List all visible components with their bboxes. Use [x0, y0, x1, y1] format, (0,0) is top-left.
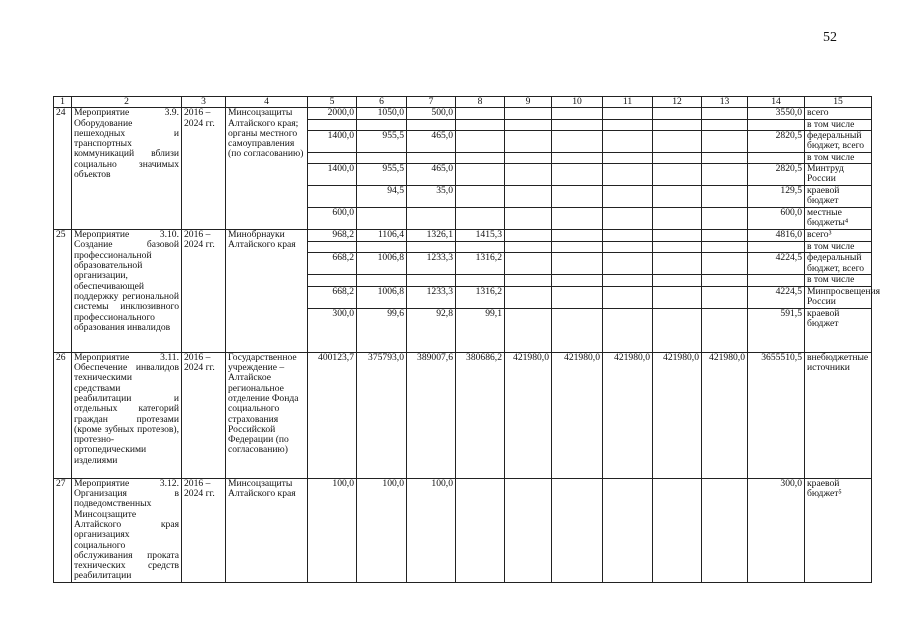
source-cell: местные бюджеты⁴	[805, 208, 872, 230]
value-cell: 100,0	[407, 478, 456, 582]
value-cell: 1316,2	[456, 286, 505, 308]
period: 2016 – 2024 гг.	[182, 478, 226, 582]
value-cell: 1233,3	[407, 253, 456, 275]
header-cell: 11	[603, 97, 653, 108]
source-cell: федеральный бюджет, всего	[805, 130, 872, 152]
value-cell: 500,0	[407, 108, 456, 119]
header-cell: 9	[505, 97, 552, 108]
source-cell: в том числе	[805, 119, 872, 130]
value-cell: 421980,0	[702, 352, 748, 478]
value-cell: 94,5	[357, 186, 407, 208]
header-cell: 10	[552, 97, 603, 108]
table-row	[54, 352, 872, 478]
total-cell: 129,5	[748, 186, 805, 208]
value-cell: 92,8	[407, 308, 456, 352]
total-cell: 4816,0	[748, 230, 805, 242]
total-cell: 600,0	[748, 208, 805, 230]
value-cell: 1400,0	[308, 130, 357, 152]
value-cell: 600,0	[308, 208, 357, 230]
activity-name: Мероприятие 3.12. Организация в подведомственных Минсоцзащите Алтайского края организациях социального обслуживания проката технических средств реабилитации	[72, 478, 182, 582]
source-cell: в том числе	[805, 242, 872, 253]
value-cell: 955,5	[357, 164, 407, 186]
value-cell: 100,0	[308, 478, 357, 582]
value-cell: 1316,2	[456, 253, 505, 275]
header-cell: 6	[357, 97, 407, 108]
value-cell: 421980,0	[603, 352, 653, 478]
value-cell: 389007,6	[407, 352, 456, 478]
activity-name: Мероприятие 3.9. Оборудование пешеходных и транспортных коммуникаций вблизи социально значимых объектов	[72, 108, 182, 230]
source-cell: федеральный бюджет, всего	[805, 253, 872, 275]
header-cell: 13	[702, 97, 748, 108]
header-cell: 4	[226, 97, 308, 108]
value-cell: 421980,0	[552, 352, 603, 478]
value-cell: 35,0	[407, 186, 456, 208]
source-cell: в том числе	[805, 275, 872, 286]
header-cell: 12	[653, 97, 702, 108]
source-cell: краевой бюджет	[805, 186, 872, 208]
total-cell: 3550,0	[748, 108, 805, 119]
executor: Минсоцзащиты Алтайского края; органы местного самоуправления (по согласованию)	[226, 108, 308, 230]
executor: Государственное учреждение – Алтайское региональное отделение Фонда социального страхования Российской Федерации (по согласованию)	[226, 352, 308, 478]
header-row	[54, 97, 872, 108]
source-cell: в том числе	[805, 152, 872, 163]
row-number: 24	[54, 108, 72, 230]
executor: Минобрнауки Алтайского края	[226, 230, 308, 353]
period: 2016 – 2024 гг.	[182, 352, 226, 478]
value-cell: 99,6	[357, 308, 407, 352]
value-cell: 668,2	[308, 286, 357, 308]
total-cell: 591,5	[748, 308, 805, 352]
source-cell: краевой бюджет⁵	[805, 478, 872, 582]
executor: Минсоцзащиты Алтайского края	[226, 478, 308, 582]
row-number: 27	[54, 478, 72, 582]
period: 2016 – 2024 гг.	[182, 230, 226, 353]
header-cell: 14	[748, 97, 805, 108]
value-cell: 421980,0	[505, 352, 552, 478]
total-cell: 4224,5	[748, 253, 805, 275]
value-cell: 2000,0	[308, 108, 357, 119]
total-cell: 2820,5	[748, 130, 805, 152]
value-cell: 400123,7	[308, 352, 357, 478]
value-cell: 375793,0	[357, 352, 407, 478]
source-cell: Минтруд России	[805, 164, 872, 186]
value-cell: 465,0	[407, 164, 456, 186]
header-cell: 3	[182, 97, 226, 108]
header-cell: 7	[407, 97, 456, 108]
page-number: 52	[823, 30, 837, 45]
value-cell: 968,2	[308, 230, 357, 242]
source-cell: Минпросвещения России	[805, 286, 872, 308]
value-cell: 1400,0	[308, 164, 357, 186]
source-cell: всего³	[805, 230, 872, 242]
header-cell: 15	[805, 97, 872, 108]
activity-name: Мероприятие 3.10. Создание базовой профессиональной образовательной организации, обеспечивающей поддержку региональной системы инклюзивного профессионального образования инвалидов	[72, 230, 182, 353]
activity-name: Мероприятие 3.11. Обеспечение инвалидов техническими средствами реабилитации и отдельных категорий граждан протезами (кроме зубных протезов), протезно-ортопедическими изделиями	[72, 352, 182, 478]
value-cell: 1050,0	[357, 108, 407, 119]
value-cell: 1006,8	[357, 286, 407, 308]
period: 2016 – 2024 гг.	[182, 108, 226, 230]
budget-table	[53, 96, 881, 583]
total-cell: 2820,5	[748, 164, 805, 186]
value-cell: 380686,2	[456, 352, 505, 478]
row-number: 26	[54, 352, 72, 478]
total-cell: 3655510,5	[748, 352, 805, 478]
table-row	[54, 230, 872, 242]
value-cell: 955,5	[357, 130, 407, 152]
total-cell: 4224,5	[748, 286, 805, 308]
source-cell: краевой бюджет	[805, 308, 872, 352]
header-cell: 8	[456, 97, 505, 108]
value-cell: 668,2	[308, 253, 357, 275]
value-cell: 465,0	[407, 130, 456, 152]
header-cell: 5	[308, 97, 357, 108]
source-cell: всего	[805, 108, 872, 119]
source-cell: внебюджетные источники	[805, 352, 872, 478]
header-cell: 1	[54, 97, 72, 108]
value-cell: 1106,4	[357, 230, 407, 242]
value-cell: 1233,3	[407, 286, 456, 308]
value-cell: 99,1	[456, 308, 505, 352]
value-cell: 300,0	[308, 308, 357, 352]
table-row	[54, 108, 872, 119]
value-cell: 1415,3	[456, 230, 505, 242]
value-cell: 100,0	[357, 478, 407, 582]
value-cell: 421980,0	[653, 352, 702, 478]
value-cell: 1326,1	[407, 230, 456, 242]
row-number: 25	[54, 230, 72, 353]
header-cell: 2	[72, 97, 182, 108]
total-cell: 300,0	[748, 478, 805, 582]
table-row	[54, 478, 872, 582]
value-cell: 1006,8	[357, 253, 407, 275]
